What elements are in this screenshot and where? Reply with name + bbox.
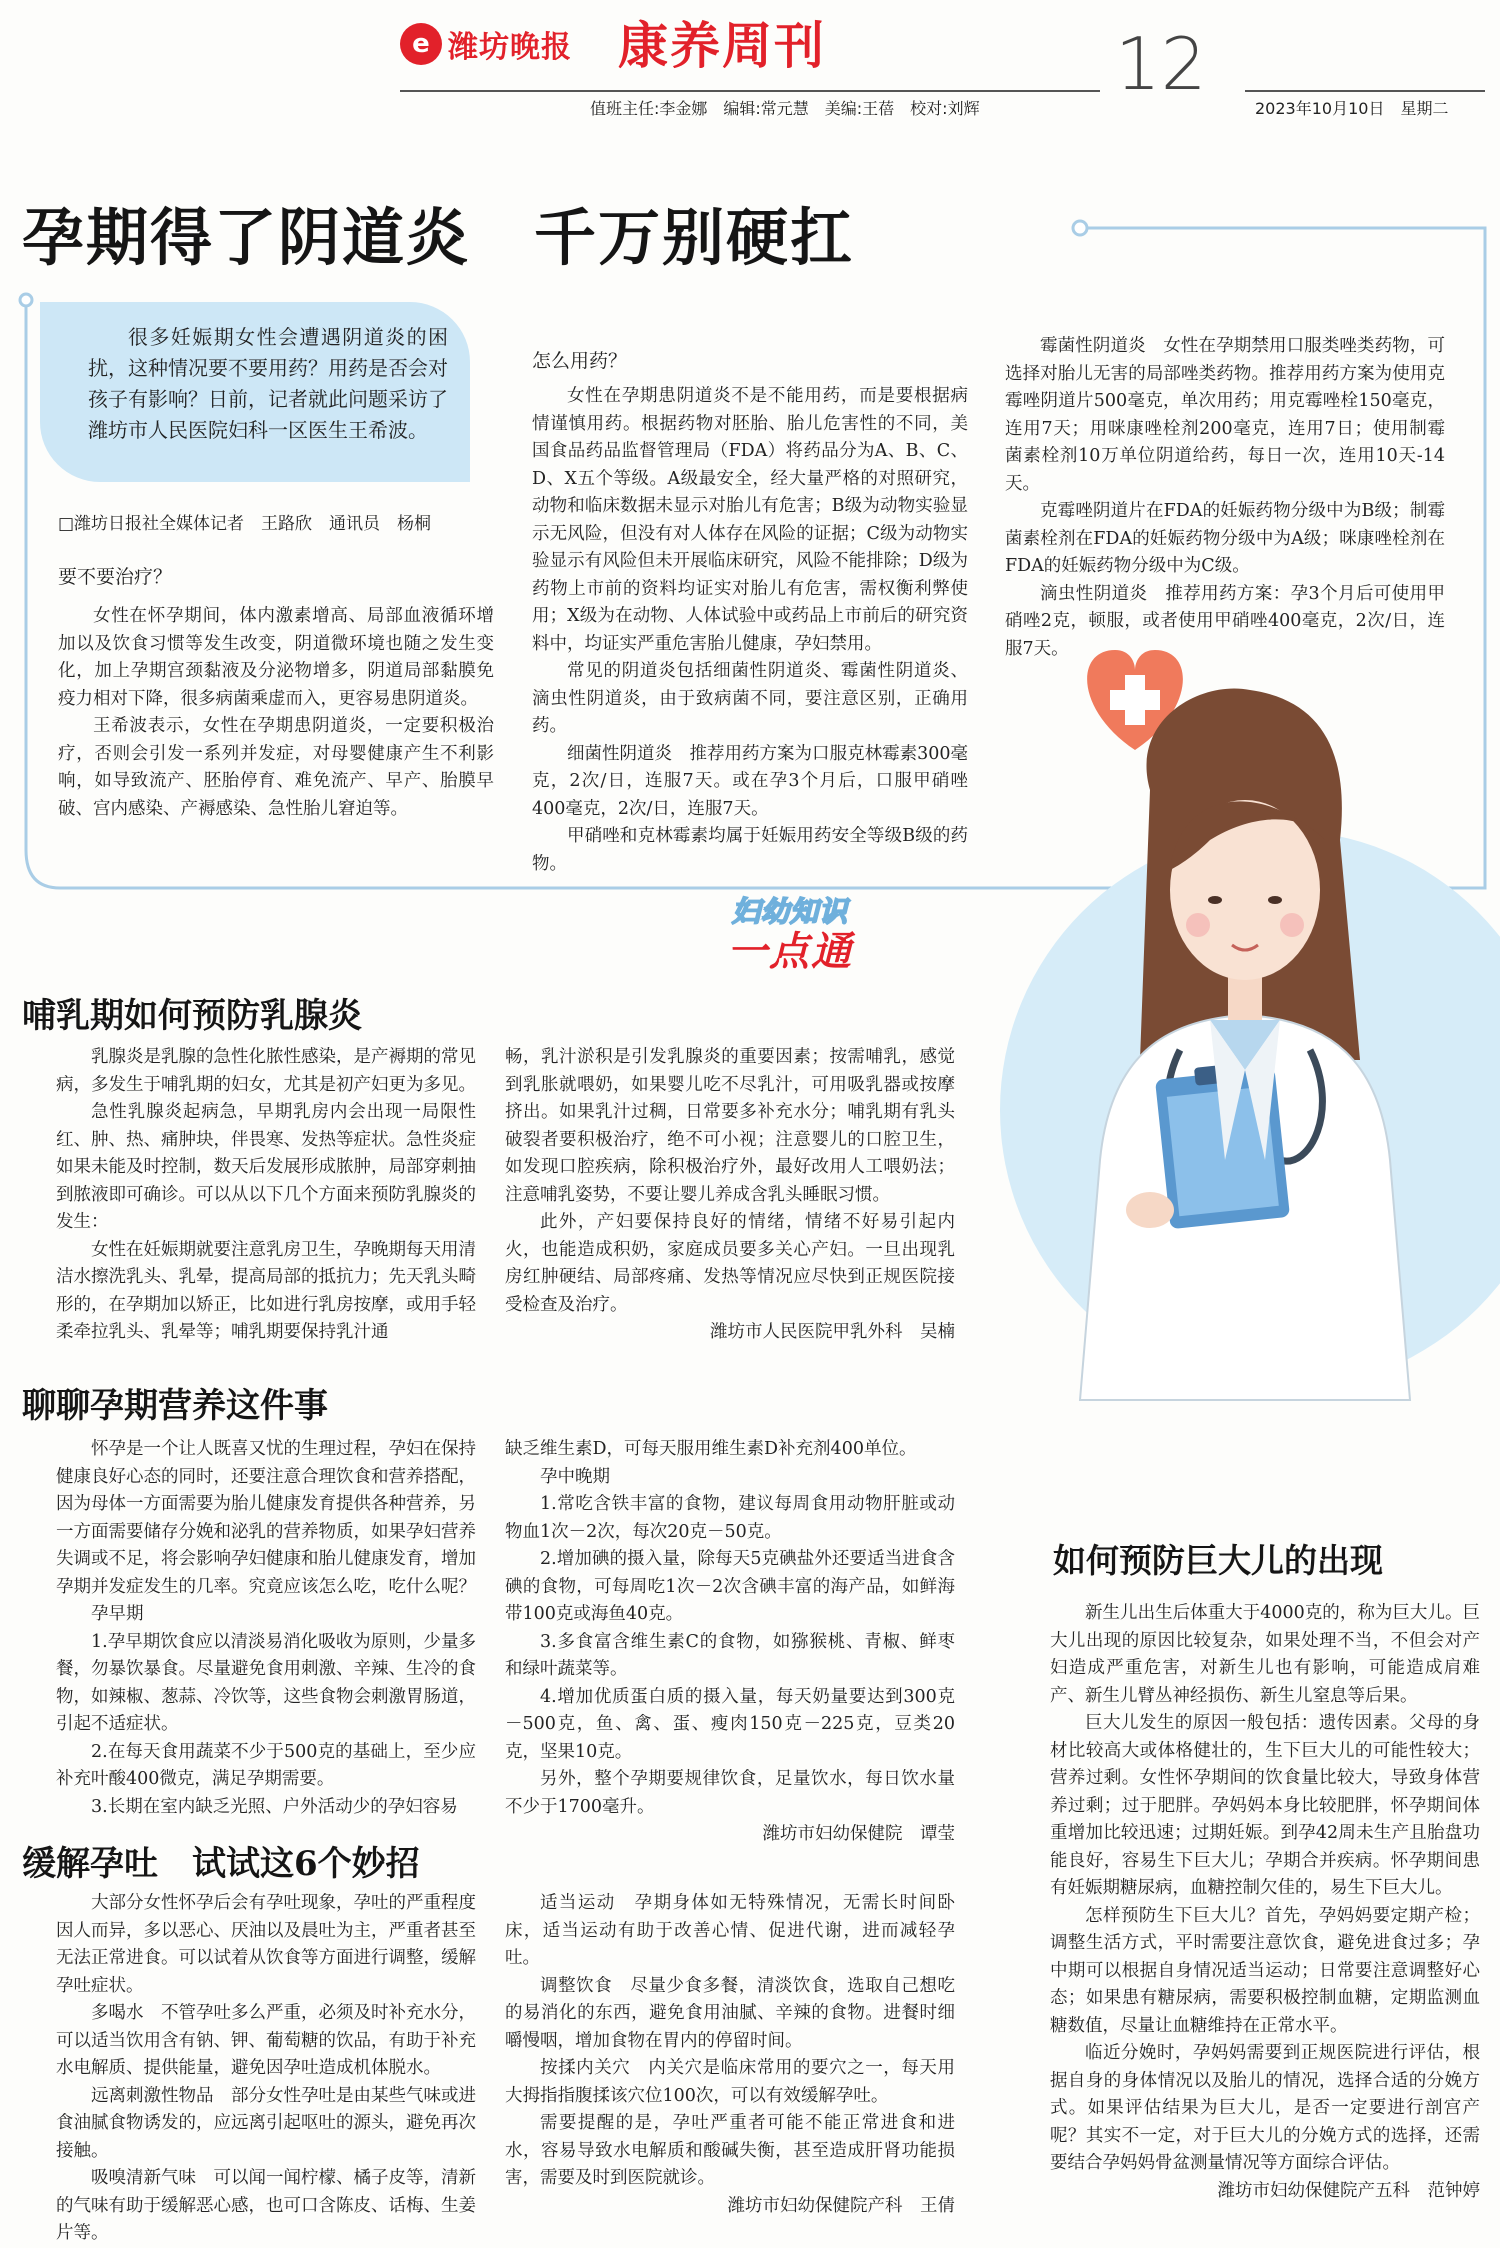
- article3-col2: [505, 1436, 955, 1849]
- article1-col3: [1005, 333, 1445, 663]
- article1-byline: □潍坊日报社全媒体记者 王路欣 通讯员 杨桐: [58, 514, 432, 534]
- paragraph: 女性在妊娠期就要注意乳房卫生，孕晚期每天用清洁水擦洗乳头、乳晕，提高局部的抵抗力；先天乳头畸形的，在孕期加以矫正，比如进行乳房按摩，或用手轻柔牵拉乳头、乳晕等；哺乳期要保持乳汁通: [56, 1239, 476, 1342]
- article2-col2: [505, 1044, 955, 1347]
- frame-dot-icon: [1073, 221, 1087, 235]
- paragraph: 巨大儿发生的原因一般包括：遗传因素。父母的身材比较高大或体格健壮的，生下巨大儿的可能性较大；营养过剩。女性怀孕期间的饮食量比较大，导致身体营养过剩；过于肥胖。孕妈妈本身比较肥胖，怀孕期间体重增加比较迅速；过期妊娠。到孕42周未生产且胎盘功能良好，容易生下巨大儿；孕期合并疾病。怀孕期间患有妊娠期糖尿病，血糖控制欠佳的，易生下巨大儿。: [1050, 1713, 1480, 1898]
- banner: [690, 890, 890, 974]
- article4-col2: [505, 1890, 955, 2220]
- article4-title: 缓解孕吐 试试这6个妙招: [22, 1844, 420, 1884]
- paragraph: 3.长期在室内缺乏光照、户外活动少的孕妇容易: [91, 1796, 458, 1817]
- article3-col1: [56, 1436, 476, 1821]
- paragraph: 按揉内关穴 内关穴是临床常用的要穴之一，每天用大拇指指腹揉该穴位100次，可以有效缓解孕吐。: [505, 2058, 955, 2106]
- subhead-treatment: 要不要治疗？: [58, 566, 173, 588]
- paragraph: 适当运动 孕期身体如无特殊情况，无需长时间卧床，适当运动有助于改善心情、促进代谢，进而减轻孕吐。: [505, 1893, 955, 1968]
- paragraph: 克霉唑阴道片在FDA的妊娠药物分级中为B级；制霉菌素栓剂在FDA的妊娠药物分级中为A级；咪康唑栓剂在FDA的妊娠药物分级中为C级。: [1005, 501, 1445, 576]
- paragraph: 乳腺炎是乳腺的急性化脓性感染，是产褥期的常见病，多发生于哺乳期的妇女，尤其是初产妇更为多见。: [56, 1047, 476, 1095]
- issue-date: 2023年10月10日 星期二: [1255, 99, 1449, 118]
- paragraph: 急性乳腺炎起病急，早期乳房内会出现一局限性红、肿、热、痛肿块，伴畏寒、发热等症状。急性炎症如果未能及时控制，数天后发展形成脓肿，局部穿刺抽到脓液即可确诊。可以从以下几个方面来预防乳腺炎的发生：: [56, 1102, 476, 1232]
- paragraph: 吸嗅清新气味 可以闻一闻柠檬、橘子皮等，清新的气味有助于缓解恶心感，也可口含陈皮、话梅、生姜片等。: [56, 2168, 476, 2243]
- paragraph: 霉菌性阴道炎 女性在孕期禁用口服类唑类药物，可选择对胎儿无害的局部唑类药物。推荐用药方案为使用克霉唑阴道片500毫克，单次用药；用克霉唑栓150毫克，连用7天；用咪康唑栓剂200毫克，连用7日；使用制霉菌素栓剂10万单位阴道给药，每日一次，连用10天-14天。: [1005, 336, 1445, 494]
- article5-signature: 潍坊市妇幼保健院产五科 范钟婷: [1217, 2180, 1480, 2201]
- banner-line2: 一点通: [727, 929, 853, 975]
- article2-col1: [56, 1044, 476, 1347]
- paragraph: 孕中晚期: [540, 1466, 610, 1487]
- paragraph: 2.在每天食用蔬菜不少于500克的基础上，至少应补充叶酸400微克，满足孕期需要。: [56, 1741, 476, 1789]
- paragraph: 大部分女性怀孕后会有孕吐现象，孕吐的严重程度因人而异，多以恶心、厌油以及晨吐为主，严重者甚至无法正常进食。可以试着从饮食等方面进行调整，缓解孕吐症状。: [56, 1893, 476, 1996]
- paragraph: 2.增加碘的摄入量，除每天5克碘盐外还要适当进食含碘的食物，可每周吃1次－2次含碘丰富的海产品，如鲜海带100克或海鱼40克。: [505, 1549, 955, 1624]
- illustration: [980, 640, 1500, 1690]
- article1-col1: [58, 563, 494, 823]
- banner-line1: 妇幼知识: [731, 895, 848, 928]
- paper-name: 潍坊晚报: [448, 30, 572, 65]
- paragraph: 调整饮食 尽量少食多餐，清淡饮食，选取自己想吃的易消化的东西，避免食用油腻、辛辣的食物。进餐时细嚼慢咽，增加食物在胃内的停留时间。: [505, 1975, 955, 2051]
- article3-title: 聊聊孕期营养这件事: [22, 1386, 328, 1426]
- paragraph: 3.多食富含维生素C的食物，如猕猴桃、青椒、鲜枣和绿叶蔬菜等。: [505, 1631, 955, 1679]
- paragraph: 缺乏维生素D，可每天服用维生素D补充剂400单位。: [505, 1439, 917, 1459]
- paragraph: 王希波表示，女性在孕期患阴道炎，一定要积极治疗，否则会引发一系列并发症，对母婴健康产生不利影响，如导致流产、胚胎停育、难免流产、早产、胎膜早破、宫内感染、产褥感染、急性胎儿窘迫等。: [58, 716, 494, 819]
- paper-logo-icon: e: [400, 23, 442, 65]
- staff-line: 值班主任:李金娜 编辑:常元慧 美编:王蓓 校对:刘辉: [590, 99, 980, 118]
- article2-title: 哺乳期如何预防乳腺炎: [22, 996, 362, 1036]
- paragraph: 临近分娩时，孕妈妈需要到正规医院进行评估，根据自身的身体情况以及胎儿的情况，选择合适的分娩方式。如果评估结果为巨大儿，是否一定要进行剖宫产呢？其实不一定，对于巨大儿的分娩方式的选择，还需要结合孕妈妈骨盆测量情况等方面综合评估。: [1050, 2043, 1480, 2173]
- article1-lead: 很多妊娠期女性会遭遇阴道炎的困扰，这种情况要不要用药？用药是否会对孩子有影响？日前，记者就此问题采访了潍坊市人民医院妇科一区医生王希波。: [88, 325, 448, 442]
- article5-body: [1050, 1600, 1480, 2205]
- article2-signature: 潍坊市人民医院甲乳外科 吴楠: [710, 1322, 955, 1342]
- paragraph: 1.常吃含铁丰富的食物，建议每周食用动物肝脏或动物血1次－2次，每次20克－50克。: [505, 1494, 955, 1542]
- frame-dot-icon: [20, 294, 32, 306]
- paragraph: 女性在怀孕期间，体内激素增高、局部血液循环增加以及饮食习惯等发生改变，阴道微环境也随之发生变化，加上孕期宫颈黏液及分泌物增多，阴道局部黏膜免疫力相对下降，很多病菌乘虚而入，更容易患阴道炎。: [58, 606, 494, 709]
- paragraph: 另外，整个孕期要规律饮食，足量饮水，每日饮水量不少于1700毫升。: [505, 1769, 955, 1817]
- paragraph: 常见的阴道炎包括细菌性阴道炎、霉菌性阴道炎、滴虫性阴道炎，由于致病菌不同，要注意区别，正确用药。: [532, 661, 968, 736]
- paragraph: 孕早期: [91, 1604, 144, 1624]
- page-number: 12: [1115, 22, 1207, 106]
- article1-title: 孕期得了阴道炎 千万别硬扛: [22, 201, 855, 274]
- paragraph: 1.孕早期饮食应以清淡易消化吸收为原则，少量多餐，勿暴饮暴食。尽量避免食用刺激、辛辣、生冷的食物，如辣椒、葱蒜、冷饮等，这些食物会刺激胃肠道，引起不适症状。: [56, 1631, 476, 1734]
- subhead-medication: 怎么用药？: [532, 350, 628, 372]
- article1-col2: [532, 347, 968, 878]
- section-title: 康养周刊: [618, 16, 826, 75]
- article4-col1: [56, 1890, 476, 2248]
- paragraph: 怀孕是一个让人既喜又忧的生理过程，孕妇在保持健康良好心态的同时，还要注意合理饮食和营养搭配，因为母体一方面需要为胎儿健康发育提供各种营养，另一方面需要储存分娩和泌乳的营养物质，如果孕妇营养失调或不足，将会影响孕妇健康和胎儿健康发育，增加孕期并发症发生的几率。究竟应该怎么吃，吃什么呢？: [56, 1439, 476, 1597]
- paragraph: 多喝水 不管孕吐多么严重，必须及时补充水分，可以适当饮用含有钠、钾、葡萄糖的饮品，有助于补充水电解质、提供能量，避免因孕吐造成机体脱水。: [56, 2003, 476, 2078]
- paragraph: 怎样预防生下巨大儿？首先，孕妈妈要定期产检；调整生活方式，平时需要注意饮食，避免进食过多；孕中期可以根据自身情况适当运动；日常要注意调整好心态；如果患有糖尿病，需要积极控制血糖，定期监测血糖数值，尽量让血糖维持在正常水平。: [1050, 1905, 1480, 2036]
- paragraph: 畅，乳汁淤积是引发乳腺炎的重要因素；按需哺乳，感觉到乳胀就喂奶，如果婴儿吃不尽乳汁，可用吸乳器或按摩挤出。如果乳汁过稠，日常要多补充水分；哺乳期有乳头破裂者要积极治疗，绝不可小视；注意婴儿的口腔卫生，如发现口腔疾病，除积极治疗外，最好改用人工喂奶法；注意哺乳姿势，不要让婴儿养成含乳头睡眠习惯。: [505, 1047, 955, 1205]
- article4-signature: 潍坊市妇幼保健院产科 王倩: [727, 2195, 955, 2216]
- paragraph: 远离刺激性物品 部分女性孕吐是由某些气味或进食油腻食物诱发的，应远离引起呕吐的源头，避免再次接触。: [56, 2085, 476, 2161]
- paragraph: 女性在孕期患阴道炎不是不能用药，而是要根据病情谨慎用药。根据药物对胚胎、胎儿危害性的不同，美国食品药品监督管理局（FDA）将药品分为A、B、C、D、X五个等级。A级最安全，经大量严格的对照研究，动物和临床数据未显示对胎儿有危害；B级为动物实验显示无风险，但没有对人体存在风险的证据；C级为动物实验显示有风险但未开展临床研究，风险不能排除；D级为药物上市前的资料均证实对胎儿有危害，需权衡利弊使用；X级为在动物、人体试验中或药品上市前后的研究资料中，均证实严重危害胎儿健康，孕妇禁用。: [532, 386, 968, 654]
- paragraph: 4.增加优质蛋白质的摄入量，每天奶量要达到300克－500克，鱼、禽、蛋、瘦肉150克－225克，豆类20克，坚果10克。: [505, 1686, 955, 1762]
- paragraph: 甲硝唑和克林霉素均属于妊娠用药安全等级B级的药物。: [532, 826, 968, 874]
- article5-title: 如何预防巨大儿的出现: [1053, 1541, 1383, 1580]
- paragraph: 需要提醒的是，孕吐严重者可能不能正常进食和进水，容易导致水电解质和酸碱失衡，甚至造成肝肾功能损害，需要及时到医院就诊。: [505, 2113, 955, 2188]
- paragraph: 此外，产妇要保持良好的情绪，情绪不好易引起内火，也能造成积奶，家庭成员要多关心产妇。一旦出现乳房红肿硬结、局部疼痛、发热等情况应尽快到正规医院接受检查及治疗。: [505, 1212, 955, 1315]
- paragraph: 新生儿出生后体重大于4000克的，称为巨大儿。巨大儿出现的原因比较复杂，如果处理不当，不但会对产妇造成严重危害，对新生儿也有影响，可能造成肩难产、新生儿臂丛神经损伤、新生儿窒息等后果。: [1050, 1603, 1480, 1706]
- paragraph: 细菌性阴道炎 推荐用药方案为口服克林霉素300毫克，2次/日，连服7天。或在孕3个月后，口服甲硝唑400毫克，2次/日，连服7天。: [532, 743, 968, 819]
- article3-signature: 潍坊市妇幼保健院 谭莹: [762, 1824, 955, 1844]
- paragraph: 滴虫性阴道炎 推荐用药方案：孕3个月后可使用甲硝唑2克，顿服，或者使用甲硝唑400毫克，2次/日，连服7天。: [1005, 583, 1445, 659]
